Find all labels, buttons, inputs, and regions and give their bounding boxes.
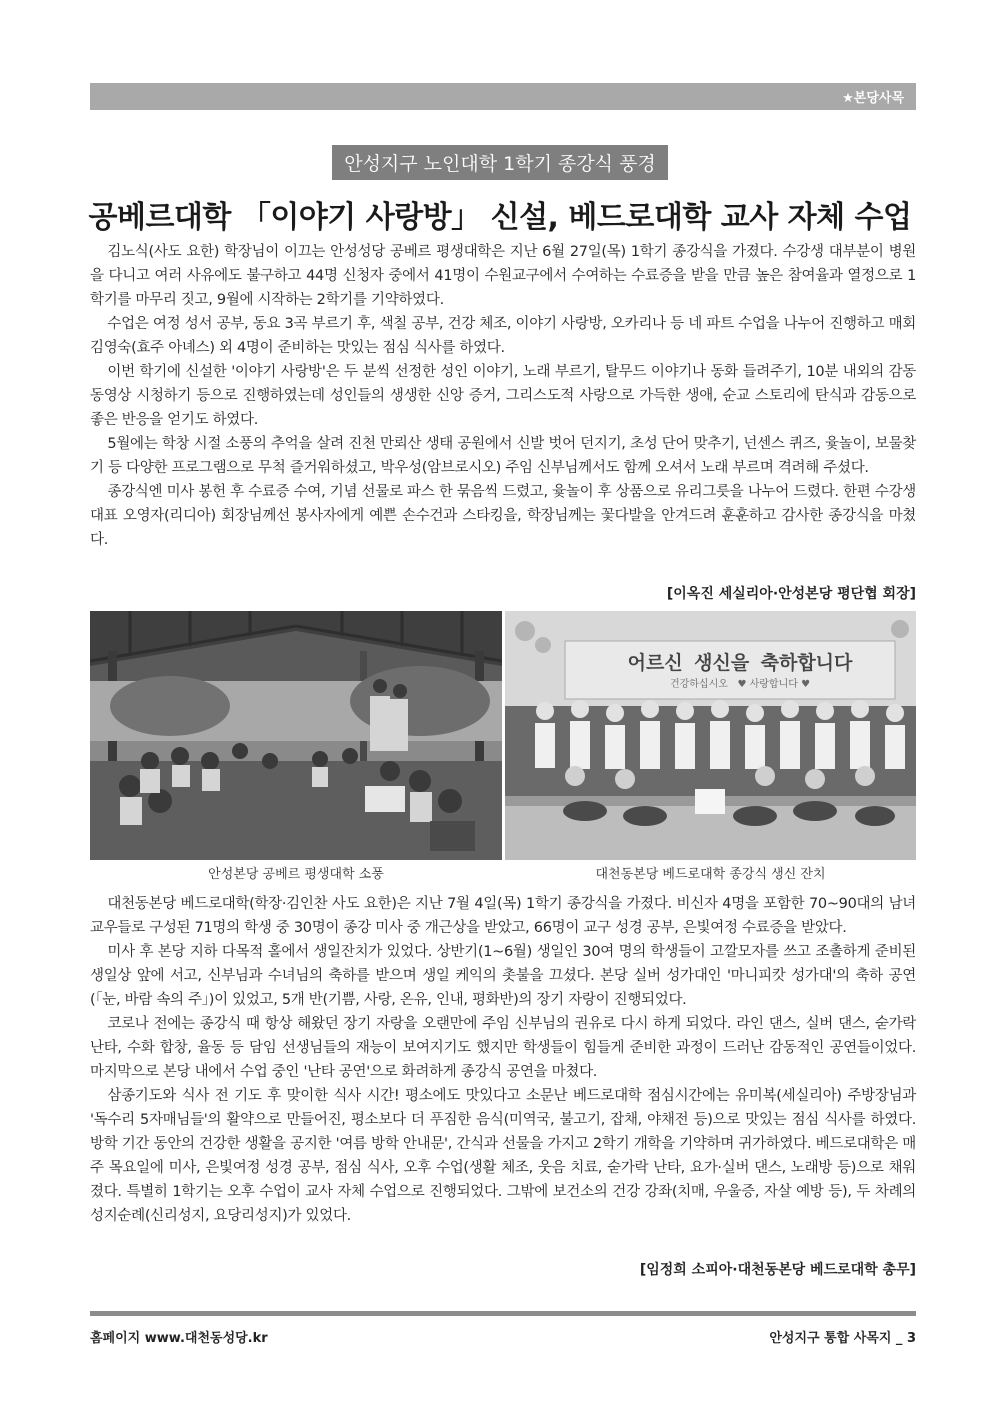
article-paragraph: 이번 학기에 신설한 '이야기 사랑방'은 두 분씩 선정한 성인 이야기, 노래 부르기, 탈무드 이야기나 동화 들려주기, 10분 내외의 감동 동영상 시청하기 등으로 진행하였는데 성인들의 생생한 신앙 증거, 그리스도적 사랑으로 가득한 생애, 순교 스토리에 탄식과 감동으로 좋은 반응을 얻기도 하였다. — [90, 364, 916, 428]
article-paragraph: 삼종기도와 식사 전 기도 후 맞이한 식사 시간! 평소에도 맛있다고 소문난 베드로대학 점심시간에는 유미복(세실리아) 주방장님과 '독수리 5자매님들'의 활약으로 만들어진, 평소보다 더 푸짐한 음식(미역국, 불고기, 잡채, 야채전 등)으로 맛있는 점심 식사를 하였다. 방학 기간 동안의 건강한 생활을 공지한 '여름 방학 안내문', 간식과 선물을 가지고 2학기 개학을 기약하며 귀가하였다. 베드로대학은 매주 목요일에 미사, 은빛여정 성경 공부, 점심 식사, 오후 수업(생활 체조, 웃음 치료, 숟가락 난타, 요가·실버 댄스, 노래방 등)으로 채워졌다. 특별히 1학기는 오후 수업이 교사 자체 수업으로 진행되었다. 그밖에 보건소의 건강 강좌(치매, 우울증, 자살 예방 등), 두 차례의 성지순례(신리성지, 요당리성지)가 있었다. — [90, 1088, 916, 1224]
footer-page-info: 안성지구 통합 사목지 _ 3 — [769, 1331, 916, 1346]
photo-picnic — [90, 611, 502, 860]
kicker-wrap — [0, 145, 1000, 180]
kicker: 안성지구 노인대학 1학기 종강식 풍경 — [332, 145, 668, 180]
article-paragraph: 종강식엔 미사 봉헌 후 수료증 수여, 기념 선물로 파스 한 묶음씩 드렸고, 윷놀이 후 상품으로 유리그릇을 나누어 드렸다. 한편 수강생 대표 오영자(리디아) 회장님께선 봉사자에게 예쁜 손수건과 스타킹을, 학장님께는 꽃다발을 안겨드려 훈훈하고 감사한 종강식을 마쳤다. — [90, 484, 916, 548]
article-paragraph: 코로나 전에는 종강식 때 항상 해왔던 장기 자랑을 오랜만에 주임 신부님의 권유로 다시 하게 되었다. 라인 댄스, 실버 댄스, 숟가락 난타, 수화 합창, 율동 등 담임 선생님들의 재능이 보여지기도 했지만 학생들이 힘들게 준비한 과정이 드러난 감동적인 공연들이었다. 마지막으로 본당 내에서 수업 중인 '난타 공연'으로 화려하게 종강식 공연을 마쳤다. — [90, 1016, 916, 1080]
headline: 공베르대학 「이야기 사랑방」 신설, 베드로대학 교사 자체 수업 — [88, 200, 912, 235]
article-anseong — [90, 240, 916, 552]
photo-banner-text: 어르신 생신을 축하합니다 — [627, 652, 853, 674]
article-paragraph: 김노식(사도 요한) 학장님이 이끄는 안성성당 공베르 평생대학은 지난 6월 27일(목) 1학기 종강식을 가졌다. 수강생 대부분이 병원을 다니고 여러 사유에도 불구하고 44명 신청자 중에서 41명이 수원교구에서 수여하는 수료증을 받을 만큼 높은 참여율과 열정으로 1학기를 마무리 짓고, 9월에 시작하는 2학기를 기약하였다. — [90, 244, 916, 308]
footer-rule — [90, 1311, 916, 1316]
picnic-photo-illustration — [90, 611, 502, 860]
article-paragraph: 미사 후 본당 지하 다목적 홀에서 생일잔치가 있었다. 상반기(1~6월) 생일인 30여 명의 학생들이 고깔모자를 쓰고 조촐하게 준비된 생일상 앞에 서고, 신부님과 수녀님의 축하를 받으며 생일 케익의 촛불을 끄셨다. 본당 실버 성가대인 '마니피캇 성가대'의 축하 공연(「눈, 바람 속의 주」)이 있었고, 5개 반(기쁨, 사랑, 온유, 인내, 평화반)의 장기 자랑이 진행되었다. — [90, 944, 916, 1008]
section-label: ★본당사목 — [842, 91, 904, 106]
article-paragraph: 5월에는 학창 시절 소풍의 추억을 살려 진천 만뢰산 생태 공원에서 신발 벗어 던지기, 초성 단어 맞추기, 넌센스 퀴즈, 윷놀이, 보물찾기 등 다양한 프로그램으로 무척 즐거워하셨고, 박우성(암브로시오) 주임 신부님께서도 함께 오셔서 노래 부르며 격려해 주셨다. — [90, 436, 916, 476]
section-header-bar — [90, 83, 916, 110]
article-paragraph: 수업은 여정 성서 공부, 동요 3곡 부르기 후, 색칠 공부, 건강 체조, 이야기 사랑방, 오카리나 등 네 파트 수업을 나누어 진행하고 매회 김영숙(효주 아녜스) 외 4명이 준비하는 맛있는 점심 식사를 하였다. — [90, 316, 916, 356]
byline-anseong: [이옥진 세실리아·안성본당 평단협 회장] — [666, 586, 916, 602]
photo-caption-right: 대천동본당 베드로대학 종강식 생신 잔치 — [595, 867, 826, 882]
photo-birthday-party — [505, 611, 916, 860]
article-paragraph: 대천동본당 베드로대학(학장·김인찬 사도 요한)은 지난 7월 4일(목) 1학기 종강식을 가졌다. 비신자 4명을 포함한 70~90대의 남녀 교우들로 구성된 71명의 학생 중 30명이 종강 미사 중 개근상을 받았고, 66명이 교구 성경 공부, 은빛여정 수료증을 받았다. — [90, 896, 916, 936]
footer-homepage: 홈페이지 www.대천동성당.kr — [90, 1331, 268, 1346]
photo-caption-left: 안성본당 공베르 평생대학 소풍 — [208, 867, 384, 882]
article-daecheondong — [90, 892, 916, 1228]
photo-banner-subtext: 건강하십시오 ♥ 사랑합니다 ♥ — [669, 679, 811, 690]
byline-daecheondong: [임정희 소피아·대천동본당 베드로대학 총무] — [639, 1262, 916, 1278]
